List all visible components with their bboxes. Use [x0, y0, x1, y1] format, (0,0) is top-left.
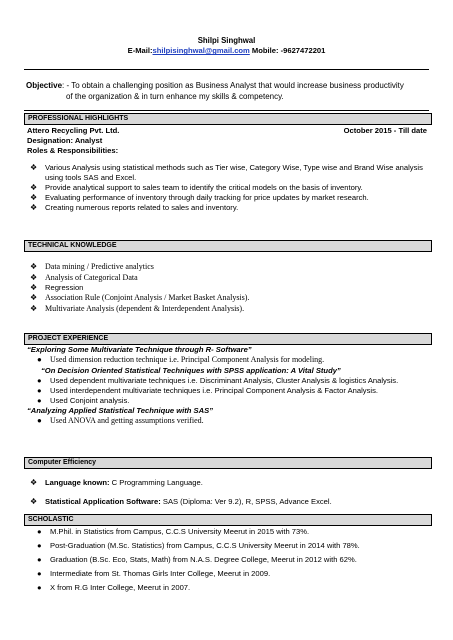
list-item: ❖ Data mining / Predictive analytics [30, 262, 154, 271]
bullet-dot-icon: ● [37, 385, 42, 395]
section-heading-technical: TECHNICAL KNOWLEDGE [24, 240, 432, 252]
education-list [27, 527, 427, 593]
list-item: ❖ Various Analysis using statistical methods such as Tier wise, Category Wise, Type wise and Brand Wise analysis using tools SAS and Excel. [30, 163, 423, 183]
bullet-dot-icon: ● [37, 395, 42, 405]
section-heading-project: PROJECT EXPERIENCE [24, 333, 432, 345]
diamond-bullet-icon: ❖ [30, 497, 38, 507]
diamond-bullet-icon: ❖ [30, 193, 38, 203]
objective-section [26, 81, 430, 102]
project-2-list [27, 376, 427, 406]
project-title-2: “On Decision Oriented Statistical Techniques with SPSS application: A Vital Study” [41, 365, 341, 375]
list-item: ● Post-Graduation (M.Sc. Statistics) from Campus, C.C.S University Meerut in 2014 with 78%. [37, 541, 360, 551]
project-1-list [27, 355, 427, 366]
language-label: Language known: [45, 478, 110, 487]
list-item: ● Used dependent multivariate techniques i.e. Discriminant Analysis, Cluster Analysis & logistics Analysis. [37, 375, 399, 385]
objective-label: Objective [26, 81, 63, 90]
employment-period: October 2015 - Till date [343, 126, 427, 135]
section-heading-professional: PROFESSIONAL HIGHLIGHTS [24, 113, 432, 125]
section-heading-scholastic: SCHOLASTIC [24, 514, 432, 526]
roles-heading: Roles & Responsibilities: [27, 146, 119, 156]
bullet-dot-icon: ● [37, 555, 42, 565]
diamond-bullet-icon: ❖ [30, 272, 38, 282]
bullet-dot-icon: ● [37, 583, 42, 593]
header-divider [24, 69, 429, 70]
scholastic-section [27, 527, 427, 593]
project-title-3: “Analyzing Applied Statistical Technique with SAS” [27, 405, 213, 415]
diamond-bullet-icon: ❖ [30, 478, 38, 487]
mobile-number: Mobile: -9627472201 [249, 46, 326, 56]
language-value: C Programming Language. [109, 478, 203, 487]
project-section [27, 345, 427, 426]
list-item: ● Used ANOVA and getting assumptions verified. [37, 415, 204, 425]
objective-text-line1: : - To obtain a challenging position as Business Analyst that would increase business productivity [62, 81, 404, 90]
diamond-bullet-icon: ❖ [30, 283, 38, 293]
diamond-bullet-icon: ❖ [30, 303, 38, 313]
list-item: ❖ Provide analytical support to sales team to identify the critical models on the basis of inventory. [30, 183, 363, 193]
professional-section [27, 126, 427, 213]
list-item: ❖ Creating numerous reports related to sales and inventory. [30, 203, 239, 213]
designation: Designation: Analyst [27, 136, 103, 146]
diamond-bullet-icon: ❖ [30, 203, 38, 213]
responsibility-list [27, 163, 427, 213]
contact-line [0, 46, 453, 56]
email-link[interactable]: shilpisinghwal@gmail.com [152, 46, 250, 56]
list-item: ● Graduation (B.Sc. Eco, Stats, Math) from N.A.S. Degree College, Meerut in 2012 with 62%. [37, 555, 357, 565]
bullet-dot-icon: ● [37, 527, 42, 536]
email-label: E-Mail: [127, 46, 153, 56]
resume-header [0, 36, 453, 56]
list-item: ❖ Analysis of Categorical Data [30, 272, 138, 282]
list-item: ● X from R.G Inter College, Meerut in 2007. [37, 583, 191, 593]
list-item: ● Intermediate from St. Thomas Girls Inter College, Meerut in 2009. [37, 569, 271, 579]
list-item: ● Used dimension reduction technique i.e. Principal Component Analysis for modeling. [37, 355, 325, 365]
computer-list [27, 478, 427, 507]
company-name: Attero Recycling Pvt. Ltd. [27, 126, 120, 135]
diamond-bullet-icon: ❖ [30, 163, 38, 173]
list-item: ● M.Phil. in Statistics from Campus, C.C.S University Meerut in 2015 with 73%. [37, 527, 310, 536]
technical-section [27, 262, 427, 314]
candidate-name: Shilpi Singhwal [197, 36, 256, 45]
bullet-dot-icon: ● [37, 541, 42, 551]
list-item: ❖ Regression [30, 283, 84, 293]
list-item: ● Used Conjoint analysis. [37, 395, 130, 405]
bullet-dot-icon: ● [37, 375, 42, 385]
objective-divider [24, 110, 429, 111]
diamond-bullet-icon: ❖ [30, 293, 38, 303]
project-3-list [27, 416, 427, 427]
list-item: ● Used interdependent multivariate techniques i.e. Principal Component Analysis & Factor Analysis. [37, 385, 378, 395]
diamond-bullet-icon: ❖ [30, 183, 38, 193]
technical-list [27, 262, 427, 314]
section-heading-computer: Computer Efficiency [24, 457, 432, 469]
list-item: ❖ Association Rule (Conjoint Analysis / Market Basket Analysis). [30, 293, 250, 303]
diamond-bullet-icon: ❖ [30, 262, 38, 271]
computer-section [27, 478, 427, 507]
objective-text-line2: of the organization & in turn enhance my skills & competency. [66, 91, 284, 101]
bullet-dot-icon: ● [37, 355, 42, 365]
list-item: ❖ Evaluating performance of inventory through daily tracking for price updates by market research. [30, 193, 369, 203]
list-item [27, 478, 427, 488]
bullet-dot-icon: ● [37, 415, 42, 425]
list-item [27, 497, 427, 507]
stat-software-label: Statistical Application Software: [45, 497, 161, 507]
stat-software-value: SAS (Diploma: Ver 9.2), R, SPSS, Advance Excel. [160, 497, 332, 507]
bullet-dot-icon: ● [37, 569, 42, 579]
list-item: ❖ Multivariate Analysis (dependent & Interdependent Analysis). [30, 303, 245, 313]
project-title-1: “Exploring Some Multivariate Technique through R- Software” [27, 345, 252, 354]
